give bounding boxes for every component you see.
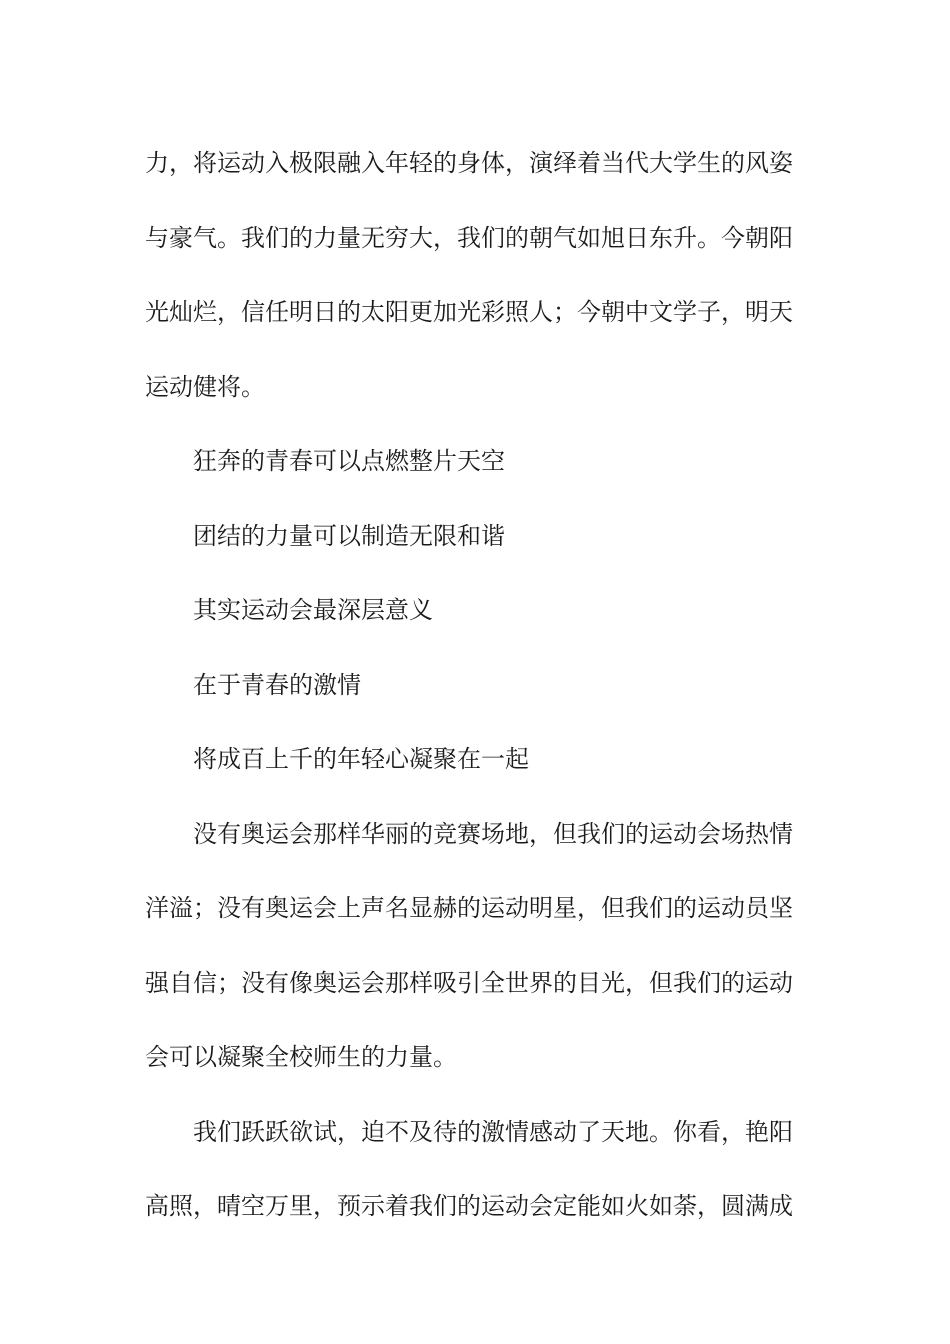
document-body [145, 126, 805, 1244]
paragraph-olympics: 没有奥运会那样华丽的竞赛场地，但我们的运动会场热情洋溢；没有奥运会上声名显赫的运动明星，但我们的运动员坚强自信；没有像奥运会那样吸引全世界的目光，但我们的运动会可以凝聚全校师生的力量。 [145, 819, 793, 1071]
paragraph-continuation: 力，将运动入极限融入年轻的身体，演绎着当代大学生的风姿与豪气。我们的力量无穷大，我们的朝气如旭日东升。今朝阳光灿烂，信任明日的太阳更加光彩照人；今朝中文学子，明天运动健将。 [145, 149, 793, 401]
poem-line-2: 团结的力量可以制造无限和谐 [193, 521, 505, 550]
poem-line-5: 将成百上千的年轻心凝聚在一起 [193, 745, 529, 773]
paragraph-eager: 我们跃跃欲试，迫不及待的激情感动了天地。你看，艳阳高照，晴空万里，预示着我们的运动会定能如火如荼，圆满成 [145, 1117, 793, 1220]
poem-line-4: 在于青春的激情 [193, 670, 361, 699]
poem-line-3: 其实运动会最深层意义 [193, 596, 433, 624]
poem-line-1: 狂奔的青春可以点燃整片天空 [193, 447, 505, 475]
